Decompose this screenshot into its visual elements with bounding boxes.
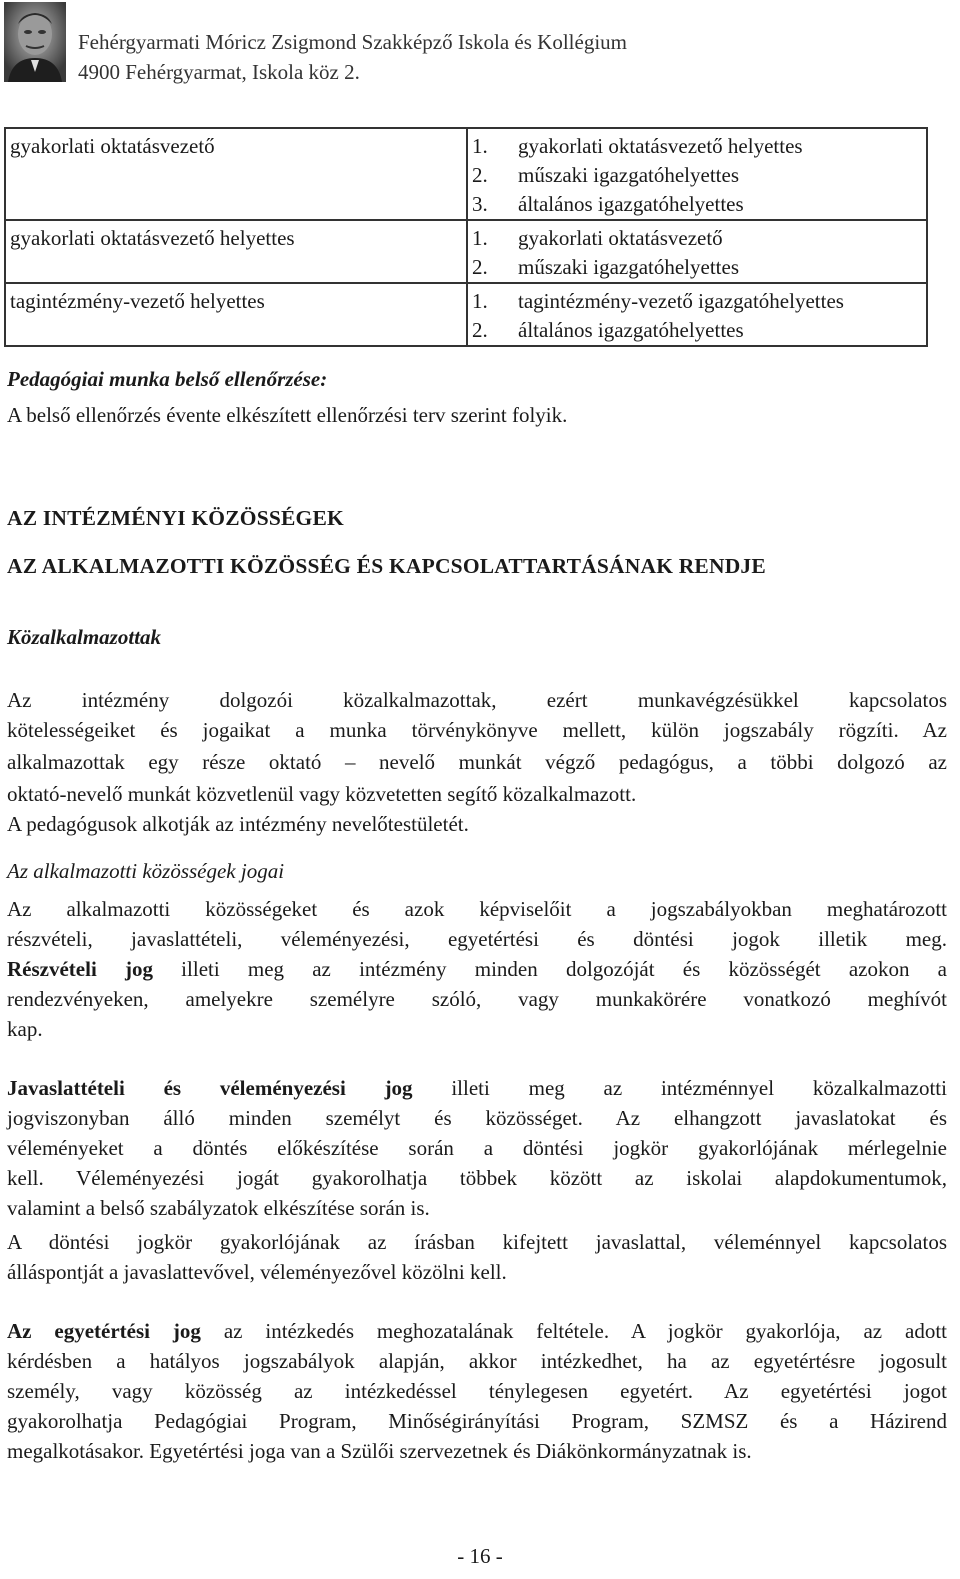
list-item: 3. általános igazgatóhelyettes (472, 192, 744, 216)
kozalk-line: kötelességeiket és jogaikat a munka törvénykönyve mellett, külön jogszabály rögzíti. Az (7, 718, 947, 742)
jogai-line: részvételi, javaslattételi, véleményezési, egyetértési és döntési jogok illetik meg. (7, 927, 947, 951)
section-title: AZ INTÉZMÉNYI KÖZÖSSÉGEK (7, 506, 344, 530)
reszveteli-line: kap. (7, 1017, 43, 1041)
ped-control-heading: Pedagógiai munka belső ellenőrzése: (7, 367, 328, 391)
javaslat-line: valamint a belső szabályzatok elkészítése során is. (7, 1196, 430, 1220)
ped-control-text: A belső ellenőrzés évente elkészített ellenőrzési terv szerint folyik. (7, 403, 568, 427)
substitutes-cell (467, 220, 927, 283)
school-name: Fehérgyarmati Móricz Zsigmond Szakképző Iskola és Kollégium (78, 30, 627, 54)
dontesi-line: A döntési jogkör gyakorlójának az írásban kifejtett javaslattal, véleménnyel kapcsolatos (7, 1230, 947, 1254)
substitutes-cell (467, 283, 927, 346)
egyetertes-line: gyakorolhatja Pedagógiai Program, Minőségirányítási Program, SZMSZ és a Házirend (7, 1409, 947, 1433)
javaslat-line: Javaslattételi és véleményezési jog illeti meg az intézménnyel közalkalmazotti (7, 1076, 947, 1100)
kozalk-line: alkalmazottak egy része oktató – nevelő munkát végző pedagógus, a többi dolgozó az (7, 750, 947, 774)
egyetertes-line: Az egyetértési jog az intézkedés meghozatalának feltétele. A jogkör gyakorlója, az adott (7, 1319, 948, 1343)
kozalk-line: oktató-nevelő munkát közvetlenül vagy közvetetten segítő közalkalmazott. (7, 782, 637, 806)
egyetertes-line: személy, vagy közösség az intézkedéssel ténylegesen egyetért. Az egyetértési jogot (7, 1379, 947, 1403)
portrait-photo (4, 2, 66, 82)
egyetertes-line: kérdésben a hatályos jogszabályok alapján, akkor intézkedhet, ha az egyetértésre jogosult (7, 1349, 947, 1373)
list-item: 1. gyakorlati oktatásvezető (472, 226, 723, 250)
javaslat-line: véleményeket a döntés előkészítése során a döntési jogkör gyakorlójának mérlegelnie (7, 1136, 947, 1160)
egyetertes-line: megalkotásakor. Egyetértési joga van a Szülői szervezetnek és Diákönkormányzatnak is. (7, 1439, 752, 1463)
list-item: 2. műszaki igazgatóhelyettes (472, 255, 740, 279)
jogai-heading: Az alkalmazotti közösségek jogai (7, 859, 285, 883)
table-row (5, 283, 927, 346)
javaslat-line: kell. Véleményezési jogát gyakorolhatja többek között az iskolai alapdokumentumok, (7, 1166, 947, 1190)
list-item: 2. műszaki igazgatóhelyettes (472, 163, 740, 187)
role-cell: gyakorlati oktatásvezető (5, 128, 467, 220)
reszveteli-line: Részvételi jog illeti meg az intézmény minden dolgozóját és közösségét azokon a (7, 957, 947, 981)
page-header (0, 0, 960, 100)
kozalk-line: A pedagógusok alkotják az intézmény nevelőtestületét. (7, 812, 469, 836)
page-number: - 16 - (457, 1544, 503, 1568)
dontesi-line: álláspontját a javaslattevővel, véleményezővel közölni kell. (7, 1260, 507, 1284)
substitution-table (4, 127, 928, 347)
list-item: 1. tagintézmény-vezető igazgatóhelyettes (472, 289, 844, 313)
table-row (5, 220, 927, 283)
list-item: 1. gyakorlati oktatásvezető helyettes (472, 134, 803, 158)
reszveteli-line: rendezvényeken, amelyekre személyre szóló, vagy munkakörére vonatkozó meghívót (7, 987, 947, 1011)
section-subtitle: AZ ALKALMAZOTTI KÖZÖSSÉG ÉS KAPCSOLATTARTÁSÁNAK RENDJE (7, 554, 766, 578)
javaslat-term: Javaslattételi és véleményezési jog (7, 1076, 413, 1100)
list-item: 2. általános igazgatóhelyettes (472, 318, 744, 342)
jogai-line: Az alkalmazotti közösségeket és azok képviselőit a jogszabályokban meghatározott (7, 897, 947, 921)
kozalk-line: Az intézmény dolgozói közalkalmazottak, ezért munkavégzésükkel kapcsolatos (7, 688, 947, 712)
table-row (5, 128, 927, 220)
school-address: 4900 Fehérgyarmat, Iskola köz 2. (78, 60, 360, 84)
role-cell: gyakorlati oktatásvezető helyettes (5, 220, 467, 283)
role-cell: tagintézmény-vezető helyettes (5, 283, 467, 346)
kozalk-heading: Közalkalmazottak (7, 625, 162, 649)
reszveteli-term: Részvételi jog (7, 957, 153, 981)
egyetertes-term: Az egyetértési jog (7, 1319, 201, 1343)
javaslat-line: jogviszonyban álló minden személyt és közösséget. Az elhangzott javaslatokat és (7, 1106, 947, 1130)
substitutes-cell (467, 128, 927, 220)
